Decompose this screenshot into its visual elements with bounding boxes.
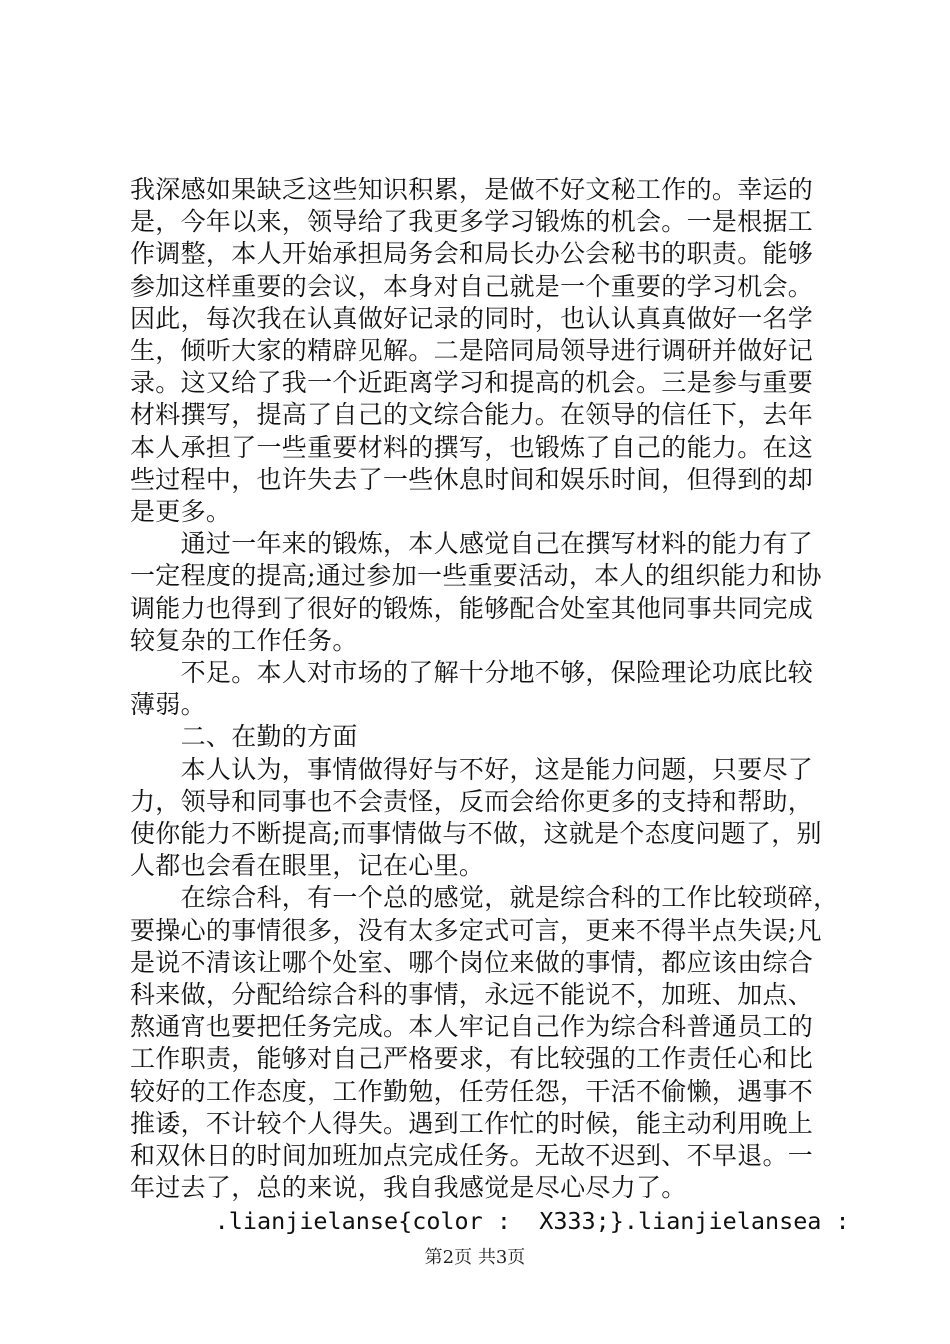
text-line: 参加这样重要的会议，本身对自己就是一个重要的学习机会。 xyxy=(130,271,814,301)
text-line: 人都也会看在眼里，记在心里。 xyxy=(130,851,485,881)
text-line: 力，领导和同事也不会责怪，反而会给你更多的支持和帮助， xyxy=(130,786,814,816)
text-line: 作调整，本人开始承担局务会和局长办公会秘书的职责。能够 xyxy=(130,239,814,269)
text-line: 些过程中，也许失去了一些休息时间和娱乐时间，但得到的却 xyxy=(130,464,814,494)
section-heading: 二、在勤的方面 xyxy=(130,722,358,752)
page-number-footer: 第2页 共3页 xyxy=(424,1247,526,1268)
text-line: 在综合科，有一个总的感觉，就是综合科的工作比较琐碎， xyxy=(130,883,839,913)
text-line: 我深感如果缺乏这些知识积累，是做不好文秘工作的。幸运的 xyxy=(130,175,814,204)
text-line: 年过去了，总的来说，我自我感觉是尽心尽力了。 xyxy=(130,1173,687,1203)
text-line: 科来做，分配给综合科的事情，永远不能说不，加班、加点、 xyxy=(130,980,814,1010)
text-line: 要操心的事情很多，没有太多定式可言，更来不得半点失误;凡 xyxy=(130,915,822,945)
text-line: 本人承担了一些重要材料的撰写，也锻炼了自己的能力。在这 xyxy=(130,432,814,462)
text-line: 推诿，不计较个人得失。遇到工作忙的时候，能主动利用晚上 xyxy=(130,1108,814,1138)
text-line: 一定程度的提高;通过参加一些重要活动，本人的组织能力和协 xyxy=(130,561,822,591)
text-line: 是，今年以来，领导给了我更多学习锻炼的机会。一是根据工 xyxy=(130,207,814,237)
text-line: 较复杂的工作任务。 xyxy=(130,625,358,655)
text-line: 使你能力不断提高;而事情做与不做，这就是个态度问题了，别 xyxy=(130,819,822,849)
text-line: 因此，每次我在认真做好记录的同时，也认认真真做好一名学 xyxy=(130,303,814,333)
text-line: 是更多。 xyxy=(130,497,232,527)
text-line: 较好的工作态度，工作勤勉，任劳任怨，干活不偷懒，遇事不 xyxy=(130,1076,814,1106)
text-line: 工作职责，能够对自己严格要求，有比较强的工作责任心和比 xyxy=(130,1044,814,1074)
stray-css-code-line: .lianjielanse{color : X333;}.lianjielansea : xyxy=(130,1206,850,1235)
text-line: 熬通宵也要把任务完成。本人牢记自己作为综合科普通员工的 xyxy=(130,1012,814,1042)
text-line: 调能力也得到了很好的锻炼，能够配合处室其他同事共同完成 xyxy=(130,593,814,623)
text-line: 本人认为，事情做得好与不好，这是能力问题，只要尽了 xyxy=(130,754,814,784)
text-line: 是说不清该让哪个处室、哪个岗位来做的事情，都应该由综合 xyxy=(130,947,814,977)
text-line: 通过一年来的锻炼，本人感觉自己在撰写材料的能力有了 xyxy=(130,529,814,559)
text-line: 不足。本人对市场的了解十分地不够，保险理论功底比较 xyxy=(130,658,814,688)
text-line: 生，倾听大家的精辟见解。二是陪同局领导进行调研并做好记 xyxy=(130,336,814,366)
text-line: 录。这又给了我一个近距离学习和提高的机会。三是参与重要 xyxy=(130,368,814,398)
text-line: 材料撰写，提高了自己的文综合能力。在领导的信任下，去年 xyxy=(130,400,814,430)
text-line: 和双休日的时间加班加点完成任务。无故不迟到、不早退。一 xyxy=(130,1141,814,1171)
document-body xyxy=(130,174,850,1237)
text-line: 薄弱。 xyxy=(130,690,206,720)
